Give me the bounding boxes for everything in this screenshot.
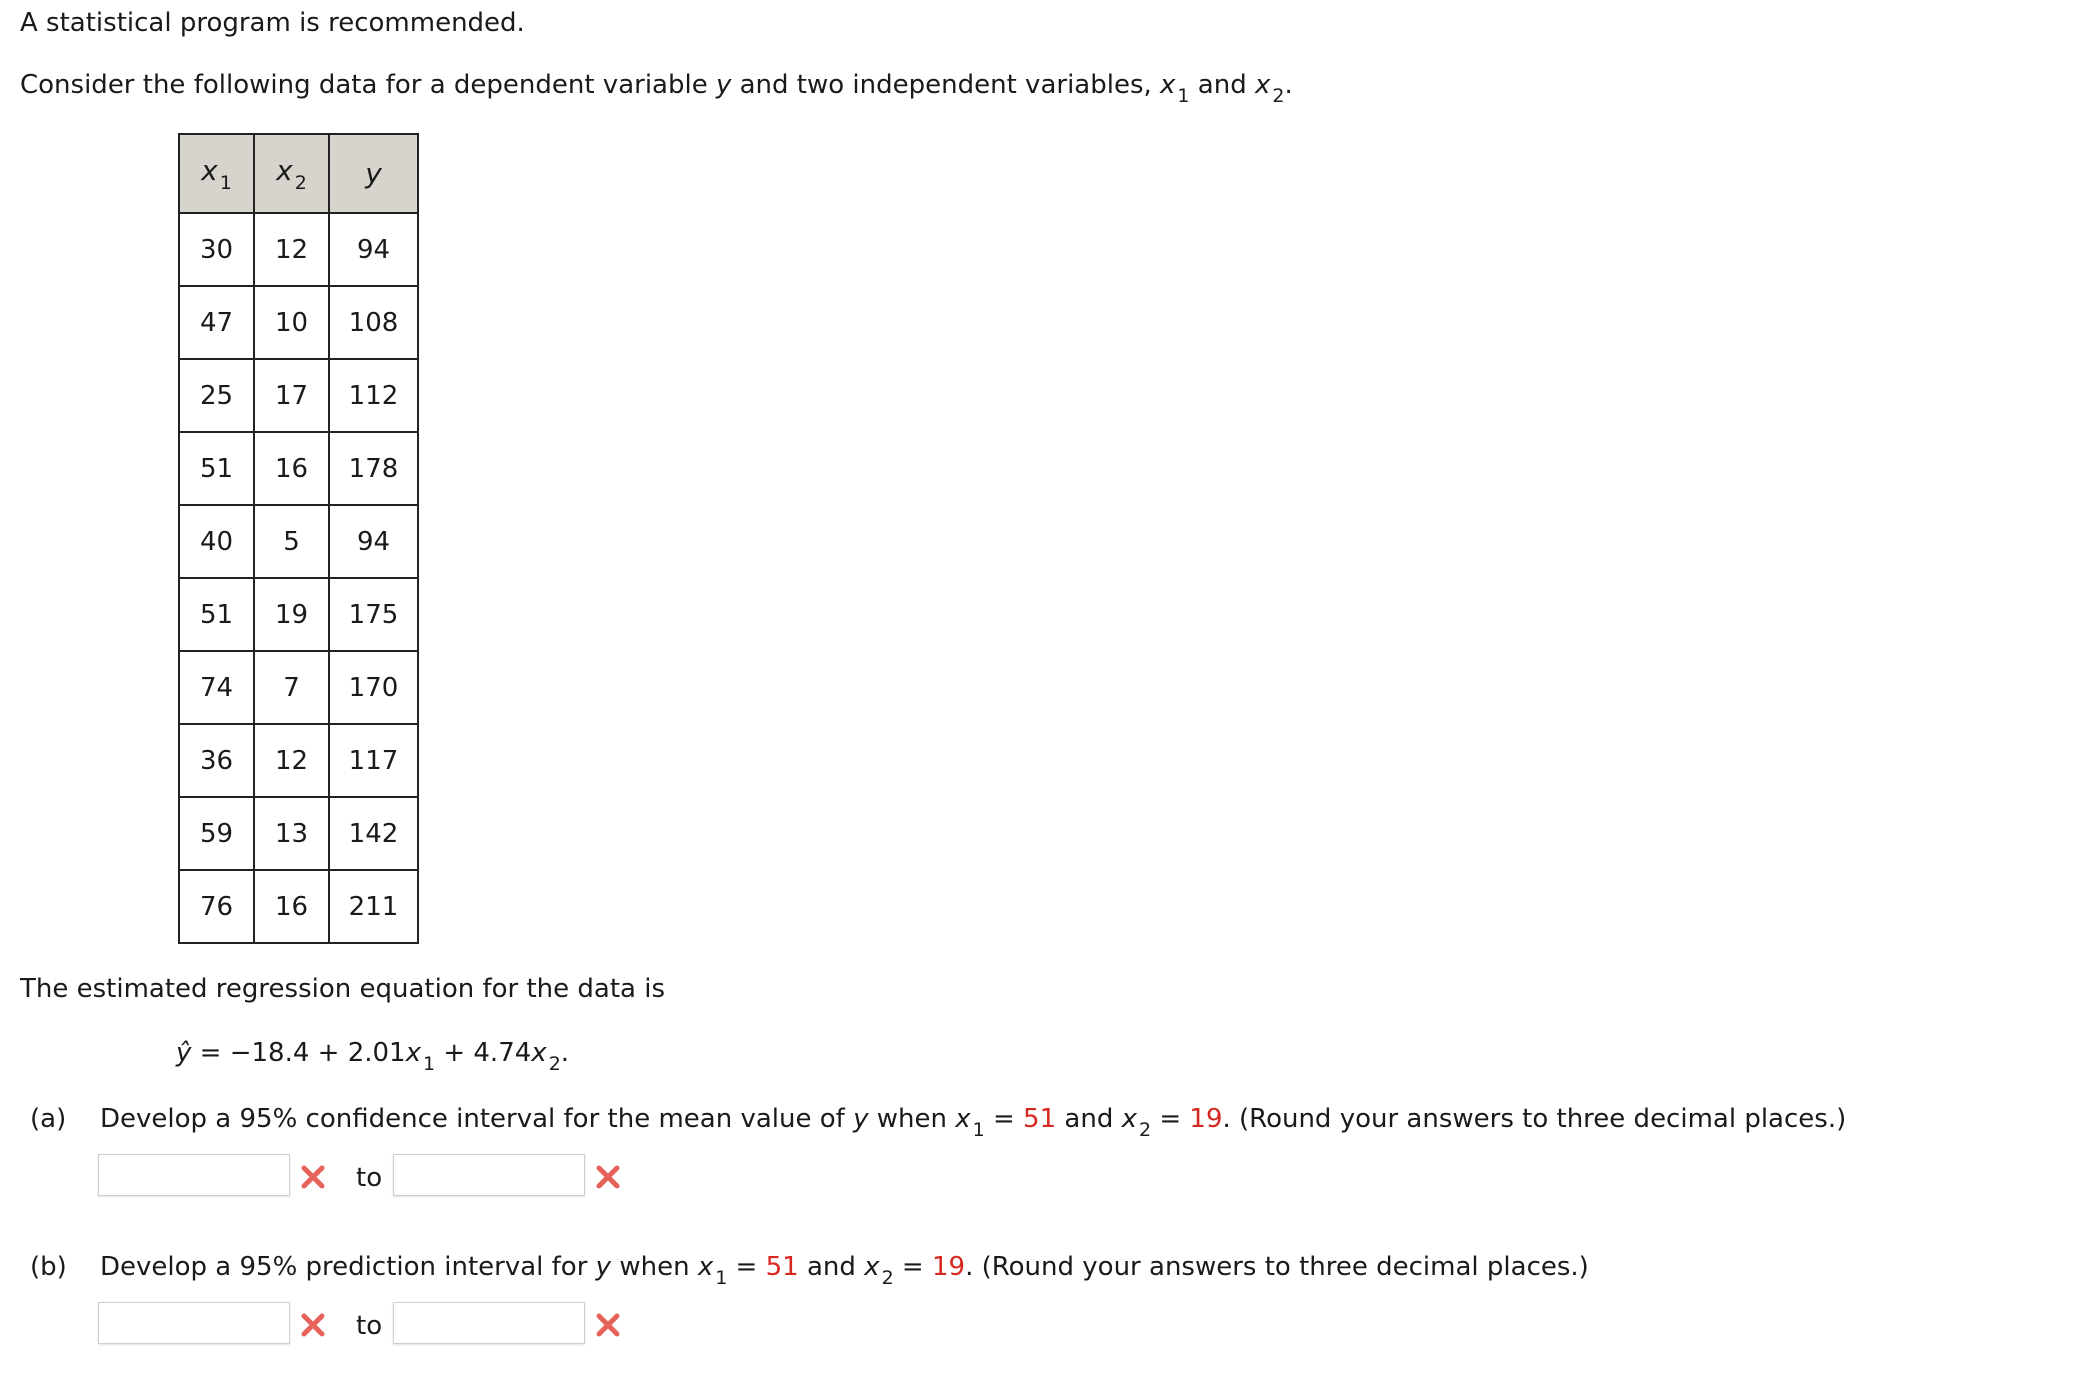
header-x1: x $_1$: [179, 134, 254, 213]
part-b-and: and: [806, 1252, 856, 1282]
equation-x2: x: [531, 1038, 547, 1068]
table-cell: 40: [179, 505, 254, 578]
equation-intercept: = −18.4 + 2.01: [191, 1038, 406, 1068]
table-cell: 117: [329, 724, 418, 797]
part-a-to-label: to: [356, 1163, 383, 1193]
header-x2: x $_2$: [254, 134, 329, 213]
table-row: [179, 286, 418, 359]
var-y: y: [715, 70, 732, 100]
table-cell: 5: [254, 505, 329, 578]
part-b-x1-value: 51: [765, 1252, 799, 1282]
table-header-row: [179, 134, 418, 213]
part-b-x2: x: [864, 1252, 880, 1282]
part-b-when: when: [619, 1252, 690, 1282]
table-row: [179, 213, 418, 286]
table-cell: 13: [254, 797, 329, 870]
part-b-x1: x: [697, 1252, 714, 1282]
table-row: [179, 578, 418, 651]
part-b-text: Develop a 95% prediction interval for: [100, 1252, 588, 1282]
var-x2-sub: 2: [1272, 85, 1285, 107]
equation-x1-sub: 1: [422, 1053, 436, 1075]
table-cell: 108: [329, 286, 418, 359]
part-b-y: y: [595, 1252, 612, 1282]
y-hat: ŷ: [176, 1038, 192, 1068]
header-y: y: [329, 134, 418, 213]
part-b-label: (b): [30, 1252, 67, 1282]
table-cell: 59: [179, 797, 254, 870]
table-cell: 94: [329, 505, 418, 578]
table-cell: 47: [179, 286, 254, 359]
table-cell: 30: [179, 213, 254, 286]
incorrect-x-icon: [595, 1164, 621, 1190]
part-b-to-label: to: [356, 1311, 383, 1341]
problem-statement: [20, 72, 1293, 106]
part-a-question: [30, 1106, 1846, 1140]
incorrect-x-icon: [595, 1312, 621, 1338]
table-cell: 16: [254, 432, 329, 505]
table-cell: 12: [254, 213, 329, 286]
part-b-question: [30, 1254, 1589, 1288]
table-cell: 74: [179, 651, 254, 724]
table-row: [179, 505, 418, 578]
var-x2: x: [1254, 70, 1271, 100]
table-cell: 16: [254, 870, 329, 943]
consider-and: and: [1197, 70, 1247, 100]
part-a-lower-input[interactable]: [98, 1154, 290, 1196]
table-cell: 19: [254, 578, 329, 651]
equation-x2-sub: 2: [548, 1053, 561, 1075]
part-b-x2-value: 19: [931, 1252, 966, 1282]
table-row: [179, 797, 418, 870]
table-cell: 10: [254, 286, 329, 359]
table-cell: 112: [329, 359, 418, 432]
table-cell: 51: [179, 578, 254, 651]
regression-intro: The estimated regression equation for the data is: [20, 974, 666, 1004]
regression-equation: [176, 1040, 569, 1074]
part-a-eq2: =: [1151, 1104, 1190, 1134]
part-a-tail: . (Round your answers to three decimal places.): [1222, 1104, 1847, 1134]
table-cell: 76: [179, 870, 254, 943]
part-b-x2-sub: 2: [881, 1267, 894, 1289]
part-b-x1-sub: 1: [715, 1267, 728, 1289]
table-cell: 7: [254, 651, 329, 724]
part-a-x1: x: [955, 1104, 971, 1134]
part-a-eq1: =: [984, 1104, 1024, 1134]
part-a-and: and: [1064, 1104, 1114, 1134]
part-a-y: y: [853, 1104, 869, 1134]
part-a-label: (a): [30, 1104, 67, 1134]
table-cell: 12: [254, 724, 329, 797]
var-x1: x: [1160, 70, 1176, 100]
table-row: [179, 359, 418, 432]
data-table: [178, 133, 419, 944]
table-cell: 94: [329, 213, 418, 286]
table-cell: 142: [329, 797, 418, 870]
consider-mid: and two independent variables,: [739, 70, 1152, 100]
var-x1-sub: 1: [1177, 85, 1190, 107]
part-a-upper-input[interactable]: [393, 1154, 585, 1196]
part-b-lower-input[interactable]: [98, 1302, 290, 1344]
table-cell: 17: [254, 359, 329, 432]
table-cell: 25: [179, 359, 254, 432]
incorrect-x-icon: [300, 1312, 326, 1338]
part-b-upper-input[interactable]: [393, 1302, 585, 1344]
equation-end: .: [560, 1038, 570, 1068]
table-row: [179, 870, 418, 943]
table-cell: 36: [179, 724, 254, 797]
part-b-eq1: =: [727, 1252, 766, 1282]
table-cell: 175: [329, 578, 418, 651]
part-a-text: Develop a 95% confidence interval for the mean value of: [100, 1104, 845, 1134]
equation-x1: x: [405, 1038, 421, 1068]
table-row: [179, 651, 418, 724]
consider-text: Consider the following data for a dependent variable: [20, 70, 708, 100]
table-cell: 178: [329, 432, 418, 505]
part-b-eq2: =: [893, 1252, 932, 1282]
intro-text: A statistical program is recommended.: [20, 8, 525, 38]
table-cell: 170: [329, 651, 418, 724]
table-cell: 51: [179, 432, 254, 505]
part-a-x1-sub: 1: [972, 1119, 985, 1141]
table-cell: 211: [329, 870, 418, 943]
table-row: [179, 724, 418, 797]
part-a-x1-value: 51: [1023, 1104, 1057, 1134]
part-a-when: when: [876, 1104, 947, 1134]
table-row: [179, 432, 418, 505]
part-a-x2: x: [1121, 1104, 1137, 1134]
part-a-x2-sub: 2: [1138, 1119, 1152, 1141]
part-b-tail: . (Round your answers to three decimal places.): [965, 1252, 1589, 1282]
equation-coef2: + 4.74: [435, 1038, 532, 1068]
consider-end: .: [1284, 70, 1293, 100]
part-a-x2-value: 19: [1189, 1104, 1223, 1134]
incorrect-x-icon: [300, 1164, 326, 1190]
